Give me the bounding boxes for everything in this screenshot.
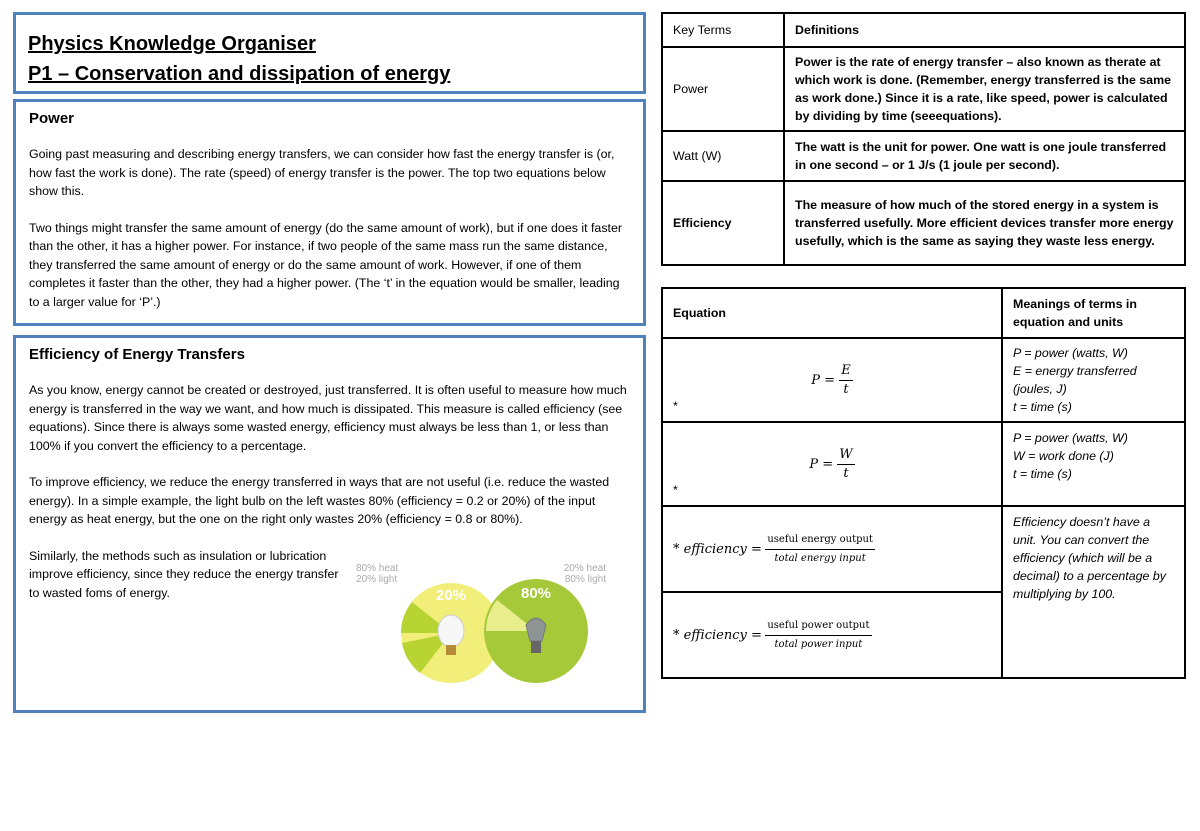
eq2-denominator: t	[843, 465, 849, 481]
meanings-header: Meanings of terms in equation and units	[1002, 288, 1185, 338]
eq1-meaning-1: P = power (watts, W)	[1013, 346, 1128, 360]
table-row	[662, 47, 1185, 131]
eq4-prefix: * efficiency =	[673, 627, 762, 643]
equation-cell	[662, 592, 1002, 678]
eq2-asterisk: *	[673, 483, 678, 497]
eq2-fraction	[837, 446, 854, 483]
right-percent-label: 80%	[520, 585, 552, 602]
power-paragraph-1: Going past measuring and describing energy transfers, we can consider how fast the energy transfer is (or, how fast the work is done). The rate (speed) of energy transfer is the power. The top two equations below show this.	[29, 147, 615, 198]
eq2-meaning-1: P = power (watts, W)	[1013, 431, 1128, 445]
power-paragraph-2: Two things might transfer the same amount of energy (do the same amount of work), but if one does it faster than the other, it has a higher power. For instance, if two people of the same mass run the same distance, they transferred the same amount of energy or do the same amount of work. However, if one of them completes it faster than the other, they had a higher power. (The ‘t’ in the equation would be smaller, leading to a larger value for ‘P’.)	[29, 220, 622, 309]
meaning-cell	[1002, 422, 1185, 506]
eq1-numerator: E	[839, 362, 853, 381]
equation-cell	[662, 422, 1002, 506]
eq3-numerator: useful energy output	[765, 531, 875, 550]
eq1-asterisk: *	[673, 399, 678, 413]
eq2-numerator: W	[837, 446, 854, 465]
eq4-numerator: useful power output	[765, 617, 871, 636]
definition-cell: Power is the rate of energy transfer – also known as therate at which work is done. (Remember, energy transferred is the same as work done.) Since it is a rate, like speed, power is calculated by dividing by time (seeequations).	[784, 47, 1185, 131]
table-header-row	[662, 13, 1185, 47]
bulb-comparison-figure	[356, 563, 606, 683]
eq4-denominator: total power input	[774, 638, 863, 650]
left-percent-label: 20%	[435, 587, 467, 604]
page-title: Physics Knowledge Organiser	[28, 33, 316, 55]
equation-header: Equation	[662, 288, 1002, 338]
eq4-fraction	[765, 617, 871, 654]
equation-cell	[662, 506, 1002, 592]
power-heading: Power	[29, 110, 75, 127]
eq1-lhs: P =	[811, 372, 836, 388]
term-cell: Watt (W)	[662, 131, 784, 181]
eq2-meaning-2: W = work done (J)	[1013, 449, 1114, 463]
efficiency-heading: Efficiency of Energy Transfers	[29, 346, 245, 363]
page-subtitle: P1 – Conservation and dissipation of energy	[28, 63, 451, 85]
key-terms-header: Key Terms	[662, 13, 784, 47]
eq3-denominator: total energy input	[774, 552, 866, 564]
eq1-meaning-2: E = energy transferred (joules, J)	[1013, 364, 1137, 396]
table-row	[662, 131, 1185, 181]
efficiency-paragraph-2: To improve efficiency, we reduce the energy transferred in ways that are not useful (i.e. reduce the wasted energy). In a simple example, the light bulb on the left wastes 80% (efficiency = 0.2 or 20%) of the input energy as heat energy, but the one on the right only wastes 20% (efficiency = 0.8 or 80%).	[29, 475, 610, 526]
definition-cell: The watt is the unit for power. One watt is one joule transferred in one second – or 1 J/s (1 joule per second).	[784, 131, 1185, 181]
definition-cell: The measure of how much of the stored energy in a system is transferred usefully. More efficient devices transfer more energy usefully, which is the same as saying they waste less energy.	[784, 181, 1185, 265]
table-header-row	[662, 288, 1185, 338]
right-heat-caption: 20% heat	[563, 563, 606, 574]
efficiency-panel	[13, 335, 646, 713]
term-cell: Efficiency	[662, 181, 784, 265]
eq1-meaning-3: t = time (s)	[1013, 400, 1072, 414]
key-terms-table	[661, 12, 1186, 266]
power-panel	[13, 99, 646, 326]
definitions-header: Definitions	[784, 13, 1185, 47]
eq1-fraction	[839, 362, 853, 399]
term-cell: Power	[662, 47, 784, 131]
right-light-caption: 80% light	[564, 574, 606, 585]
meaning-cell	[1002, 338, 1185, 422]
efficiency-paragraph-3: Similarly, the methods such as insulation or lubrication improve efficiency, since they reduce the energy transfer to wasted foms of energy.	[29, 548, 339, 600]
efficiency-note-cell: Efficiency doesn’t have a unit. You can convert the efficiency (which will be a decimal) to a percentage by multiplying by 100.	[1002, 506, 1185, 678]
table-row	[662, 181, 1185, 265]
title-panel	[13, 12, 646, 94]
equations-table	[661, 287, 1186, 679]
bulb-diagram	[356, 563, 606, 683]
efficiency-paragraph-1: As you know, energy cannot be created or destroyed, just transferred. It is often useful to measure how much energy is transferred in the way we want, and how much is dissipated. This measure is called efficiency (see equations). Since there is always some wasted energy, efficiency must always be less than 1, or less than 100% if you convert the efficiency to a percentage.	[29, 383, 627, 453]
table-row	[662, 422, 1185, 506]
eq3-prefix: * efficiency =	[673, 541, 762, 557]
equation-cell	[662, 338, 1002, 422]
left-heat-caption: 80% heat	[356, 563, 399, 574]
table-row	[662, 338, 1185, 422]
eq2-meaning-3: t = time (s)	[1013, 467, 1072, 481]
eq2-lhs: P =	[809, 456, 834, 472]
eq1-denominator: t	[843, 381, 849, 397]
left-light-caption: 20% light	[356, 574, 398, 585]
eq3-fraction	[765, 531, 875, 568]
table-row	[662, 506, 1185, 592]
